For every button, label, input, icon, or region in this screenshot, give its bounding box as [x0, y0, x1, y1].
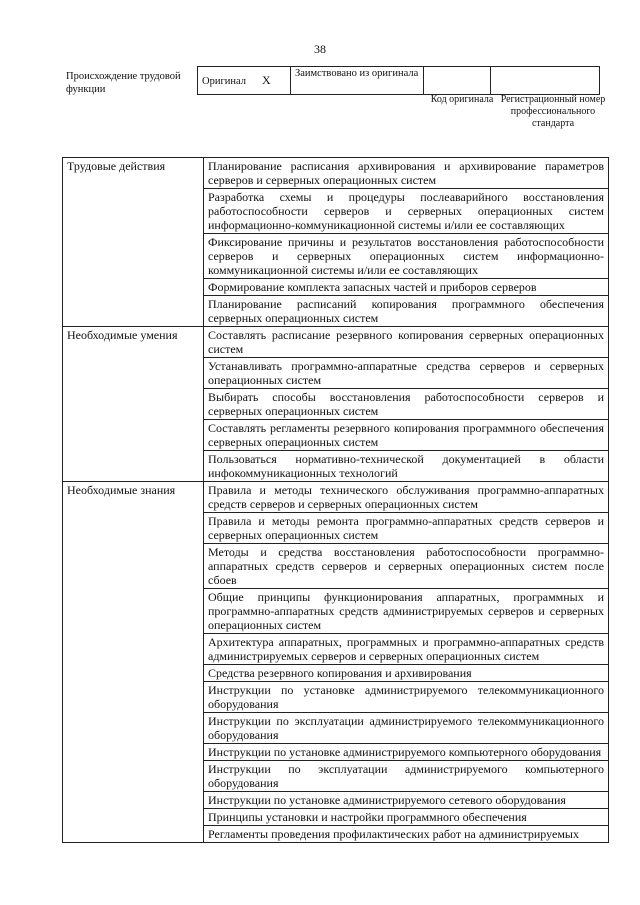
- section-item: Регламенты проведения профилактических работ на администрируемых: [204, 826, 609, 843]
- borrowed-cell: Заимствовано из оригинала: [291, 67, 424, 95]
- code-cell: [424, 67, 491, 95]
- section-item: Выбирать способы восстановления работоспособности серверов и серверных операционных систем: [204, 389, 609, 420]
- section-item: Формирование комплекта запасных частей и приборов серверов: [204, 279, 609, 296]
- section-item: Инструкции по установке администрируемого компьютерного оборудования: [204, 744, 609, 761]
- section-item: Средства резервного копирования и архивирования: [204, 665, 609, 682]
- section-item: Общие принципы функционирования аппаратных, программных и программно-аппаратных средств администрируемых серверов и серверных операционных систем: [204, 589, 609, 634]
- table-row: [63, 158, 609, 189]
- section-item: Инструкции по установке администрируемого телекоммуникационного оборудования: [204, 682, 609, 713]
- section-item: Составлять расписание резервного копирования серверных операционных систем: [204, 327, 609, 358]
- table-row: [63, 327, 609, 358]
- section-title: Необходимые знания: [63, 482, 204, 843]
- original-cell: [198, 67, 291, 95]
- table-row: [63, 482, 609, 513]
- section-item: Правила и методы технического обслуживания программно-аппаратных средств серверов и серверных операционных систем: [204, 482, 609, 513]
- original-mark: X: [262, 72, 271, 87]
- section-item: Архитектура аппаратных, программных и программно-аппаратных средств администрируемых серверов и серверных операционных систем: [204, 634, 609, 665]
- section-item: Фиксирование причины и результатов восстановления работоспособности серверов и серверных операционных систем информационно-коммуникационной системы и/или ее составляющих: [204, 234, 609, 279]
- reg-number-cell: [491, 67, 600, 95]
- code-original-caption: Код оригинала: [430, 94, 494, 105]
- section-item: Планирование расписаний копирования программного обеспечения серверных операционных систем: [204, 296, 609, 327]
- section-item: Составлять регламенты резервного копирования программного обеспечения серверных операционных систем: [204, 420, 609, 451]
- section-item: Инструкции по эксплуатации администрируемого компьютерного оборудования: [204, 761, 609, 792]
- section-item: Устанавливать программно-аппаратные средства серверов и серверных операционных систем: [204, 358, 609, 389]
- section-item: Пользоваться нормативно-технической документацией в области инфокоммуникационных технологий: [204, 451, 609, 482]
- original-label: Оригинал: [202, 75, 246, 87]
- section-item: Методы и средства восстановления работоспособности программно-аппаратных средств серверов и серверных операционных систем после сбоев: [204, 544, 609, 589]
- page-number: 38: [314, 42, 326, 56]
- section-item: Правила и методы ремонта программно-аппаратных средств серверов и серверных операционных систем: [204, 513, 609, 544]
- section-item: Инструкции по эксплуатации администрируемого телекоммуникационного оборудования: [204, 713, 609, 744]
- section-item: Инструкции по установке администрируемого сетевого оборудования: [204, 792, 609, 809]
- origin-label: Происхождение трудовой функции: [66, 71, 181, 95]
- section-title: Трудовые действия: [63, 158, 204, 327]
- section-title: Необходимые умения: [63, 327, 204, 482]
- section-item: Разработка схемы и процедуры послеаварийного восстановления работоспособности серверов и серверных операционных систем информационно-коммуникационной системы и/или ее составляющих: [204, 189, 609, 234]
- functions-table: [62, 157, 609, 843]
- origin-table: [197, 66, 600, 95]
- section-item: Принципы установки и настройки программного обеспечения: [204, 809, 609, 826]
- reg-number-caption: Регистрационный номер профессионального стандарта: [500, 94, 606, 129]
- section-item: Планирование расписания архивирования и архивирование параметров серверов и серверных операционных систем: [204, 158, 609, 189]
